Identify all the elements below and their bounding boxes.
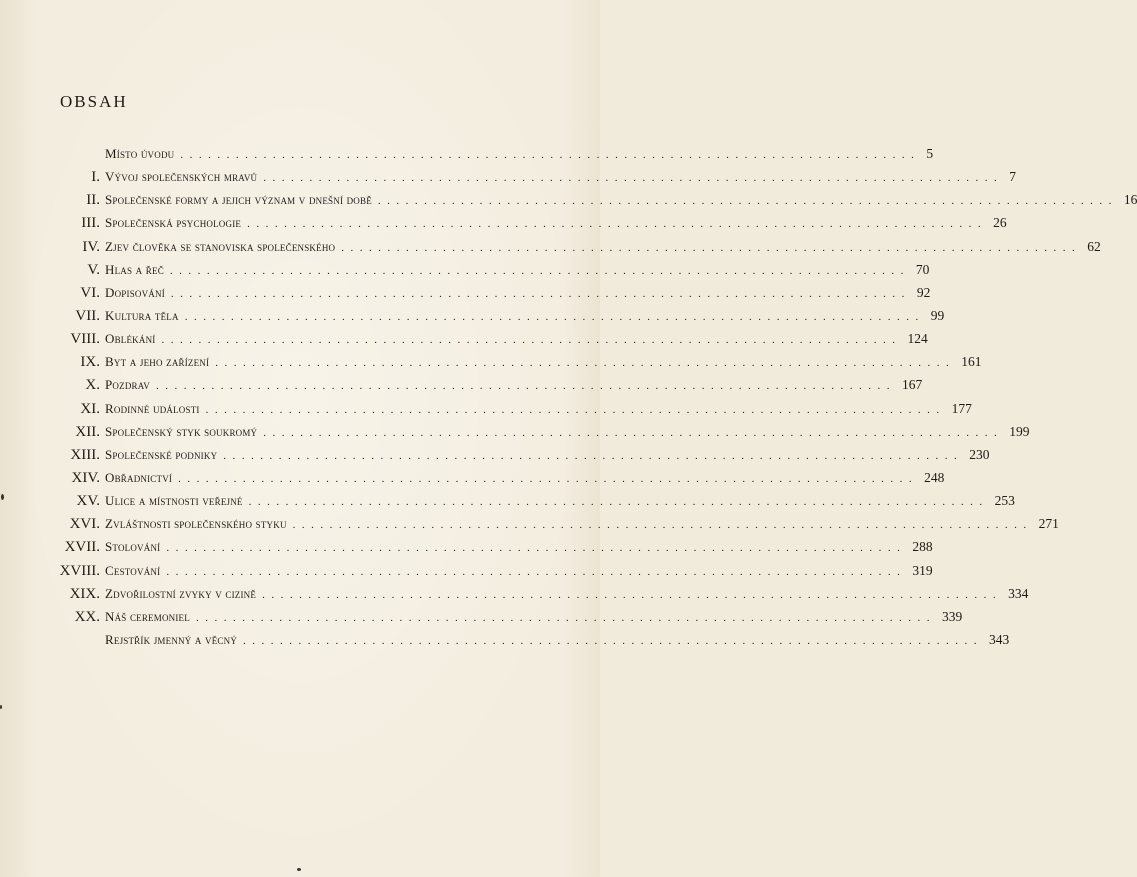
dot-leader: ................................................................................ [166, 565, 907, 578]
toc-entry [0, 169, 1016, 192]
page-number: 334 [1008, 585, 1029, 601]
toc-entry [0, 354, 982, 377]
toc-entry [0, 377, 923, 400]
chapter-number: XV. [76, 493, 100, 510]
chapter-title: Společenský styk soukromý [105, 423, 258, 439]
chapter-title: Oblékání [105, 331, 156, 347]
toc-entry [0, 446, 990, 470]
dot-leader: ................................................................................ [377, 195, 1118, 208]
toc-entry-line [105, 238, 1101, 256]
dot-leader: ................................................................................ [215, 357, 956, 370]
page-number: 5 [926, 146, 934, 161]
table-of-contents [0, 146, 1137, 655]
toc-entry-line [105, 469, 945, 487]
toc-entry [0, 238, 1101, 262]
page-title: OBSAH [60, 92, 128, 111]
chapter-title: Dopisování [105, 284, 165, 300]
dot-leader: ................................................................................ [195, 611, 936, 624]
toc-entry-line [105, 377, 923, 394]
dot-leader: ................................................................................ [178, 472, 919, 485]
chapter-number: XIX. [69, 585, 100, 602]
chapter-number: XVI. [69, 516, 100, 533]
chapter-number: X. [85, 377, 100, 394]
toc-entry-line [105, 608, 963, 626]
toc-entry [0, 284, 931, 308]
chapter-title: Byt a jeho zařízení [105, 354, 210, 370]
chapter-number: I. [91, 169, 100, 186]
chapter-number: VIII. [70, 331, 100, 348]
toc-entry [0, 516, 1059, 539]
chapter-title: Zjev člověka se stanoviska společenského [105, 238, 336, 254]
toc-entry [0, 146, 934, 169]
chapter-number: V. [87, 261, 100, 278]
chapter-title: Náš ceremoniel [105, 608, 190, 624]
toc-entry [0, 261, 930, 285]
dot-leader: ................................................................................ [262, 588, 1003, 601]
chapter-number: VI. [80, 284, 100, 301]
chapter-title: Zvláštnosti společenského styku [105, 516, 287, 532]
toc-entry [0, 562, 933, 586]
dot-leader: ................................................................................ [180, 149, 921, 161]
chapter-number: II. [86, 192, 100, 209]
chapter-title: Pozdrav [105, 377, 150, 393]
toc-entry-line [105, 423, 1030, 441]
chapter-title: Místo úvodu [105, 146, 175, 161]
page-number: 62 [1087, 238, 1101, 254]
dot-leader: ................................................................................ [247, 218, 988, 231]
dot-leader: ................................................................................ [155, 380, 896, 393]
dot-leader: ................................................................................ [248, 496, 989, 509]
toc-entry [0, 423, 1030, 447]
page-number: 99 [930, 307, 945, 323]
dot-leader: ................................................................................ [243, 634, 984, 647]
chapter-title: Rodinné události [105, 400, 200, 416]
toc-entry-line [105, 169, 1016, 186]
paper-speck [0, 705, 2, 709]
paper-speck [297, 868, 301, 871]
page-number: 339 [941, 608, 963, 624]
dot-leader: ................................................................................ [223, 449, 964, 462]
page-number: 271 [1038, 516, 1059, 532]
chapter-title: Společenské podniky [105, 446, 218, 462]
toc-entry [0, 539, 933, 562]
chapter-number: III. [81, 215, 100, 232]
chapter-title: Vývoj společenských mravů [105, 169, 258, 185]
page-number: 70 [915, 261, 930, 277]
dot-leader: ................................................................................ [263, 426, 1004, 439]
page-number: 248 [924, 469, 945, 485]
chapter-title: Zdvořilostní zvyky v cizině [105, 585, 257, 601]
toc-entry [0, 331, 928, 354]
page-number: 177 [951, 400, 972, 416]
chapter-title: Rejstřík jmenný a věcný [105, 631, 238, 647]
page-number: 7 [1009, 169, 1016, 185]
toc-entry-line [105, 631, 1010, 649]
dot-leader: ................................................................................ [341, 241, 1082, 254]
toc-entry-line [105, 539, 933, 556]
page-number: 167 [901, 377, 923, 393]
bleed-through [430, 605, 580, 715]
toc-entry-line [105, 493, 1015, 510]
toc-entry [0, 469, 945, 493]
chapter-number: VII. [75, 307, 100, 324]
page-number: 16 [1123, 192, 1137, 208]
page-number: 253 [994, 493, 1015, 509]
dot-leader: ................................................................................ [263, 172, 1004, 185]
chapter-number: IX. [80, 354, 100, 371]
chapter-title: Obřadnictví [105, 469, 173, 485]
toc-entry-line [105, 585, 1029, 603]
toc-entry-line [105, 331, 928, 348]
chapter-number: XVII. [64, 539, 100, 556]
page-number: 161 [961, 354, 982, 370]
chapter-title: Společenská psychologie [105, 215, 242, 231]
toc-entry-line [105, 562, 933, 580]
chapter-title: Ulice a místnosti veřejné [105, 493, 243, 509]
page-number: 92 [916, 284, 931, 300]
chapter-title: Stolování [105, 539, 161, 555]
chapter-number: IV. [82, 238, 100, 255]
toc-entry [0, 400, 972, 424]
dot-leader: ................................................................................ [170, 287, 911, 300]
dot-leader: ................................................................................ [184, 310, 925, 323]
toc-entry-line [105, 284, 931, 302]
chapter-title: Hlas a řeč [105, 261, 164, 277]
chapter-title: Kultura těla [105, 307, 179, 323]
dot-leader: ................................................................................ [292, 519, 1033, 532]
page-number: 343 [989, 631, 1010, 647]
toc-entry [0, 307, 945, 331]
toc-entry [0, 215, 1007, 238]
toc-entry-line [105, 400, 972, 418]
dot-leader: ................................................................................ [161, 334, 902, 347]
dot-leader: ................................................................................ [205, 403, 946, 416]
toc-entry [0, 192, 1137, 215]
chapter-number: XIII. [70, 446, 100, 463]
toc-entry-line [105, 261, 930, 279]
chapter-number: XX. [74, 608, 100, 625]
page-number: 319 [912, 562, 933, 578]
chapter-number: XVIII. [59, 562, 100, 579]
page-number: 230 [969, 446, 990, 462]
dot-leader: ................................................................................ [166, 542, 907, 555]
toc-entry-line [105, 354, 982, 371]
toc-entry-line [105, 215, 1007, 232]
toc-entry-line [105, 307, 945, 325]
dot-leader: ................................................................................ [169, 264, 910, 277]
page-number: 199 [1009, 423, 1030, 439]
chapter-number: XII. [75, 423, 100, 440]
toc-entry-line [105, 192, 1137, 209]
page-number: 124 [907, 331, 928, 347]
toc-entry [0, 493, 1015, 516]
chapter-number: XIV. [71, 469, 100, 486]
chapter-title: Společenské formy a jejich význam v dnešní době [105, 192, 372, 208]
chapter-title: Cestování [105, 562, 161, 578]
chapter-number: XI. [80, 400, 100, 417]
page-number: 288 [912, 539, 933, 555]
toc-entry-line [105, 146, 934, 163]
paper-speck [1, 494, 4, 500]
toc-entry-line [105, 446, 990, 464]
page-number: 26 [993, 215, 1007, 231]
toc-entry-line [105, 516, 1059, 533]
